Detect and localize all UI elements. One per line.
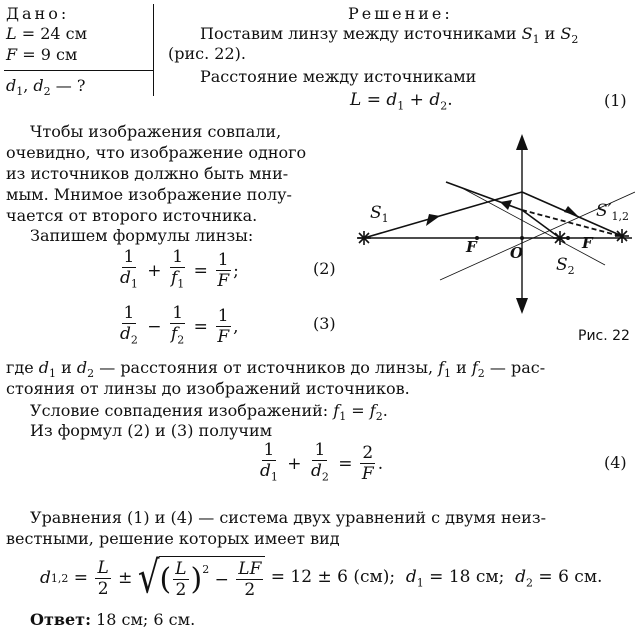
image-star (615, 229, 629, 243)
equation-4: $\frac{1}{d_1}$ + $\frac{1}{d_2}$ = $\frac{2}{F}$ . (260, 440, 384, 485)
paragraph-1-line-3: из источников должно быть мни- (6, 164, 289, 183)
paragraph-2-line-2: стояния от линзы до изображений источников. (6, 379, 410, 398)
solution-intro-3: Расстояние между источниками (200, 67, 477, 86)
figure-22 (350, 130, 635, 350)
paragraph-1-line-5: чается от второго источника. (6, 206, 258, 225)
label-o: O (510, 244, 524, 262)
label-s12: $S'_{1,2}$ (596, 201, 630, 223)
figure-caption: Рис. 22 (578, 328, 630, 344)
label-f-left: F (466, 238, 477, 256)
given-L: L = 24 см (6, 24, 88, 43)
solution-intro-2: (рис. 22). (168, 44, 246, 63)
formulas-intro: Запишем формулы линзы: (30, 226, 254, 245)
paragraph-1-line-1: Чтобы изображения совпали, (30, 122, 282, 141)
from-formulas: Из формул (2) и (3) получим (30, 421, 273, 440)
paragraph-1-line-4: мым. Мнимое изображение полу- (6, 185, 292, 204)
answer-value: 18 см; 6 см. (96, 610, 196, 629)
answer-label: Ответ: (30, 610, 91, 629)
paragraph-3-line-1: Уравнения (1) и (4) — система двух уравнений с двумя неиз- (30, 508, 546, 527)
solution-title: Решение: (348, 4, 453, 23)
optical-center-dot (520, 236, 524, 240)
lens-arrow-top (516, 134, 528, 150)
focus-right-dot (566, 236, 570, 240)
given-divider (4, 70, 154, 71)
coincidence-condition: Условие совпадения изображений: $f_1 = f_2$. (30, 401, 388, 424)
answer (30, 610, 195, 629)
label-s1: $S_1$ (370, 203, 389, 225)
paragraph-3-line-2: вестными, решение которых имеет вид (6, 529, 340, 548)
paragraph-2-line-1: где $d_1$ и $d_2$ — расстояния от источников до линзы, $f_1$ и $f_2$ — рас- (6, 358, 546, 381)
given-title: Дано: (6, 4, 70, 23)
result-formula: d 1,2 = $\frac{L}{2}$ ± √ ( $\frac{L}{2}$ ) $^2$ − $\frac{LF}{2}$ = 12 ± 6 (см); $d_1 = 18$ см; $d_2 = 6$ см. (40, 552, 603, 604)
label-s2: $S_2$ (556, 255, 575, 277)
given-vertical (153, 4, 154, 96)
lens-arrow-bottom (516, 298, 528, 314)
given-F: F = 9 см (6, 45, 78, 64)
ray-s1-arrow (426, 214, 440, 226)
solution-intro-1: Поставим линзу между источниками $S_1$ и $S_2$ (200, 24, 579, 47)
given-find: $d_1$, $d_2$ — ? (6, 76, 86, 99)
equation-2: $\frac{1}{d_1}$ + $\frac{1}{f_1}$ = $\frac{1}{F}$ ; (120, 247, 239, 292)
equation-3: $\frac{1}{d_2}$ − $\frac{1}{f_2}$ = $\frac{1}{F}$ , (120, 303, 239, 348)
equation-3-tag: (3) (313, 314, 336, 333)
equation-1-tag: (1) (604, 91, 627, 110)
equation-2-tag: (2) (313, 259, 336, 278)
source-s2-star (553, 231, 567, 245)
equation-1: $L = d_1 + d_2$. (350, 90, 453, 113)
aux-line-2 (462, 188, 605, 265)
label-f-right: F (582, 234, 593, 252)
equation-4-tag: (4) (604, 453, 627, 472)
ray-s1-arrow-2 (564, 206, 578, 216)
paragraph-1-line-2: очевидно, что изображение одного (6, 143, 307, 162)
source-s1-star (357, 231, 371, 245)
